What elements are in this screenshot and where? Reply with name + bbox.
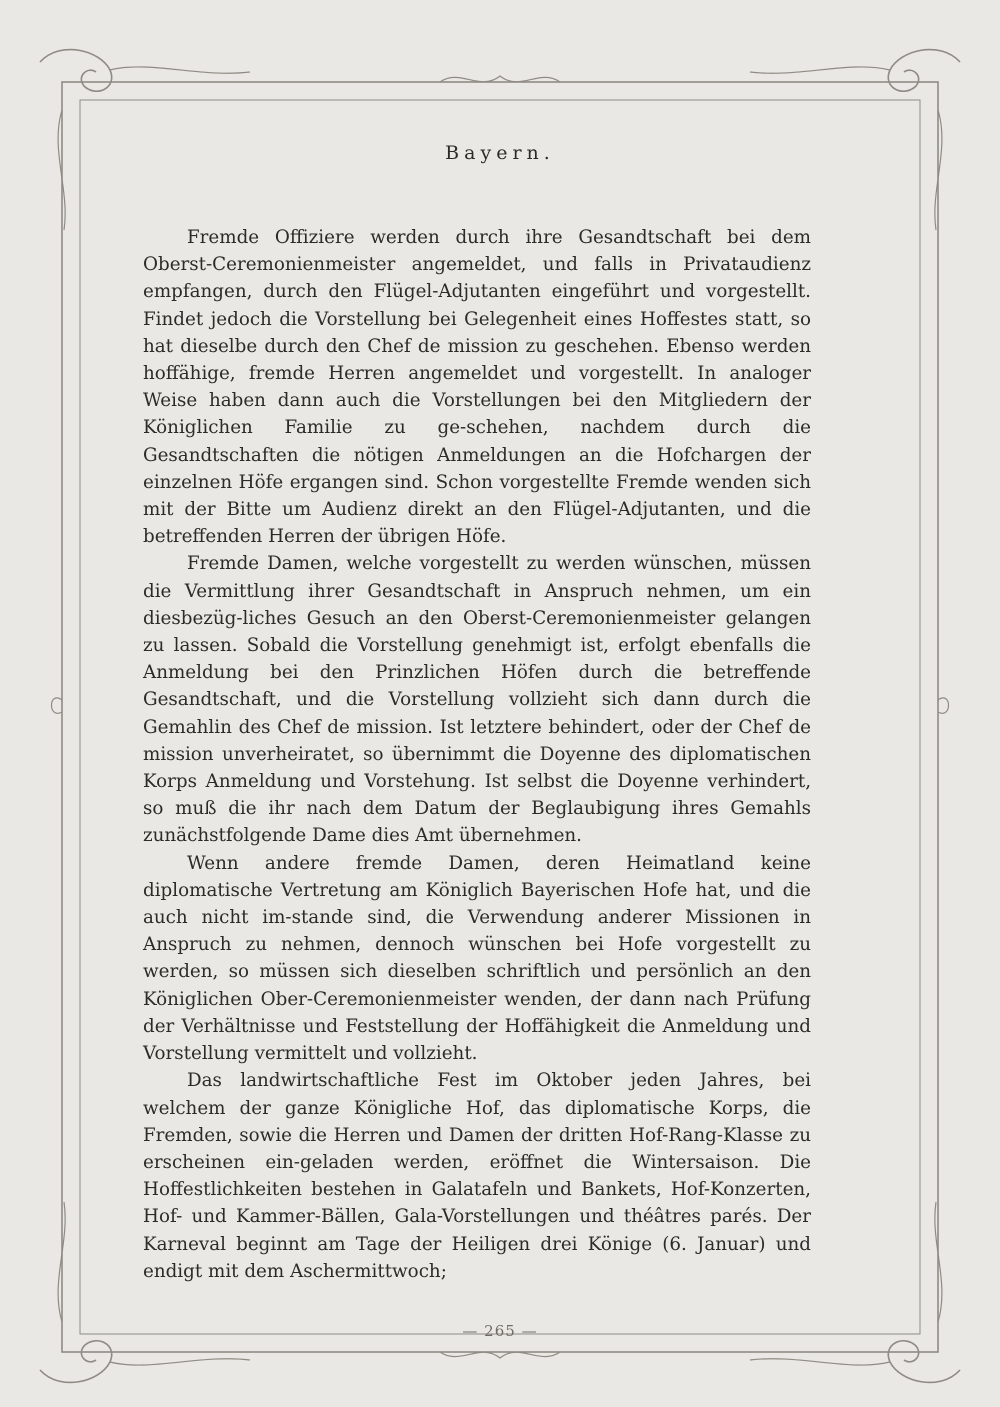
paragraph: Fremde Offiziere werden durch ihre Gesandtschaft bei dem Oberst-Ceremonienmeister angemeldet, und falls in Privataudienz empfangen, durch den Flügel-Adjutanten eingeführt und vorgestellt. Findet jedoch die Vorstellung bei Gelegenheit eines Hoffestes statt, so hat dieselbe durch den Chef de mission zu geschehen. Ebenso werden hoffähige, fremde Herren angemeldet und vorgestellt. In analoger Weise haben dann auch die Vorstellungen bei den Mitgliedern der Königlichen Familie zu ge-schehen, nachdem durch die Gesandtschaften die nötigen Anmeldungen an die Hofchargen der einzelnen Höfe ergangen sind. Schon vorgestellte Fremde wenden sich mit der Bitte um Audienz direkt an den Flügel-Adjutanten, und die betreffenden Herren der übrigen Höfe.: [143, 227, 811, 548]
paragraph: Wenn andere fremde Damen, deren Heimatland keine diplomatische Vertretung am Königlich Bayerischen Hofe hat, und die auch nicht im-stande sind, die Verwendung anderer Missionen in Anspruch zu nehmen, dennoch wünschen bei Hofe vorgestellt zu werden, so müssen sich dieselben schriftlich und persönlich an den Königlichen Ober-Ceremonienmeister wenden, der dann nach Prüfung der Verhältnisse und Feststellung der Hoffähigkeit die Anmeldung und Vorstellung vermittelt und vollzieht.: [143, 852, 811, 1065]
page-number: — 265 —: [462, 1322, 538, 1340]
paragraph: Das landwirtschaftliche Fest im Oktober jeden Jahres, bei welchem der ganze Königliche Hof, das diplomatische Korps, die Fremden, sowie die Herren und Damen der dritten Hof-Rang-Klasse zu erscheinen ein-geladen werden, eröffnet die Wintersaison. Die Hoffestlichkeiten bestehen in Galatafeln und Bankets, Hof-Konzerten, Hof- und Kammer-Bällen, Gala-Vorstellungen und théâtres parés. Der Karneval beginnt am Tage der Heiligen drei Könige (6. Januar) und endigt mit dem Aschermittwoch;: [143, 1070, 811, 1282]
paragraph: Fremde Damen, welche vorgestellt zu werden wünschen, müssen die Vermittlung ihrer Gesandtschaft in Anspruch nehmen, um ein diesbezüg-liches Gesuch an den Oberst-Ceremonienmeister gelangen zu lassen. Sobald die Vorstellung genehmigt ist, erfolgt ebenfalls die Anmeldung bei den Prinzlichen Höfen durch die betreffende Gesandtschaft, und die Vorstellung vollzieht sich dann durch die Gemahlin des Chef de mission. Ist letztere behindert, oder der Chef de mission unverheiratet, so übernimmt die Doyenne des diplomatischen Korps Anmeldung und Vorstehung. Ist selbst die Doyenne verhindert, so muß die ihr nach dem Datum der Beglaubigung ihres Gemahls zunächstfolgende Dame dies Amt übernehmen.: [143, 553, 811, 847]
body-text: [143, 224, 811, 1285]
running-header: Bayern.: [445, 142, 555, 164]
